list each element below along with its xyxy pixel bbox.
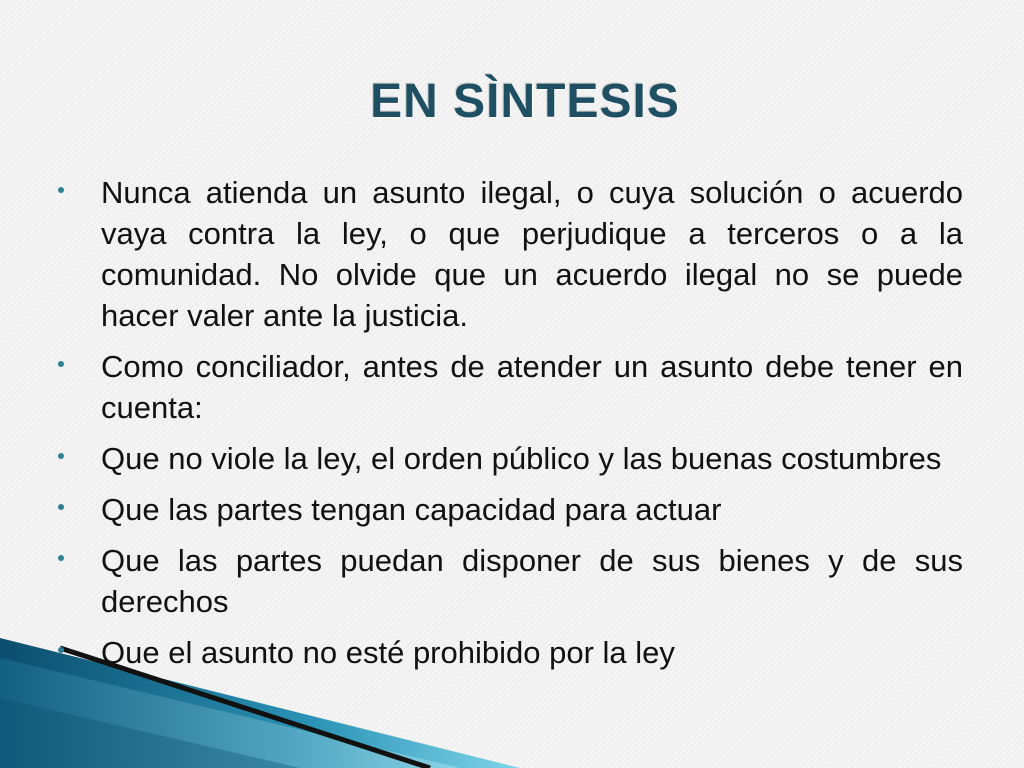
bullet-text: Como conciliador, antes de atender un asunto debe tener en cuenta:: [101, 349, 963, 425]
bullet-icon: [58, 555, 64, 561]
list-item: [58, 540, 963, 622]
list-item: [58, 489, 963, 530]
bullet-list: [58, 172, 963, 683]
list-item: [58, 172, 963, 336]
list-item: [58, 346, 963, 428]
list-item: [58, 438, 963, 479]
bullet-icon: [58, 361, 64, 367]
bullet-icon: [58, 187, 64, 193]
bullet-text: Que no viole la ley, el orden público y las buenas costumbres: [101, 441, 942, 476]
bullet-text: Que las partes puedan disponer de sus bienes y de sus derechos: [101, 543, 963, 619]
bullet-text: Nunca atienda un asunto ilegal, o cuya solución o acuerdo vaya contra la ley, o que perjudique a terceros o a la comunidad. No olvide que un acuerdo ilegal no se puede hacer valer ante la justicia.: [101, 175, 963, 333]
bullet-icon: [58, 504, 64, 510]
bullet-text: Que las partes tengan capacidad para actuar: [101, 492, 722, 527]
bullet-text: Que el asunto no esté prohibido por la ley: [101, 635, 675, 670]
list-item: [58, 632, 963, 673]
slide-title: EN SÌNTESIS: [370, 75, 680, 128]
bullet-icon: [58, 453, 64, 459]
bullet-icon: [58, 647, 64, 653]
